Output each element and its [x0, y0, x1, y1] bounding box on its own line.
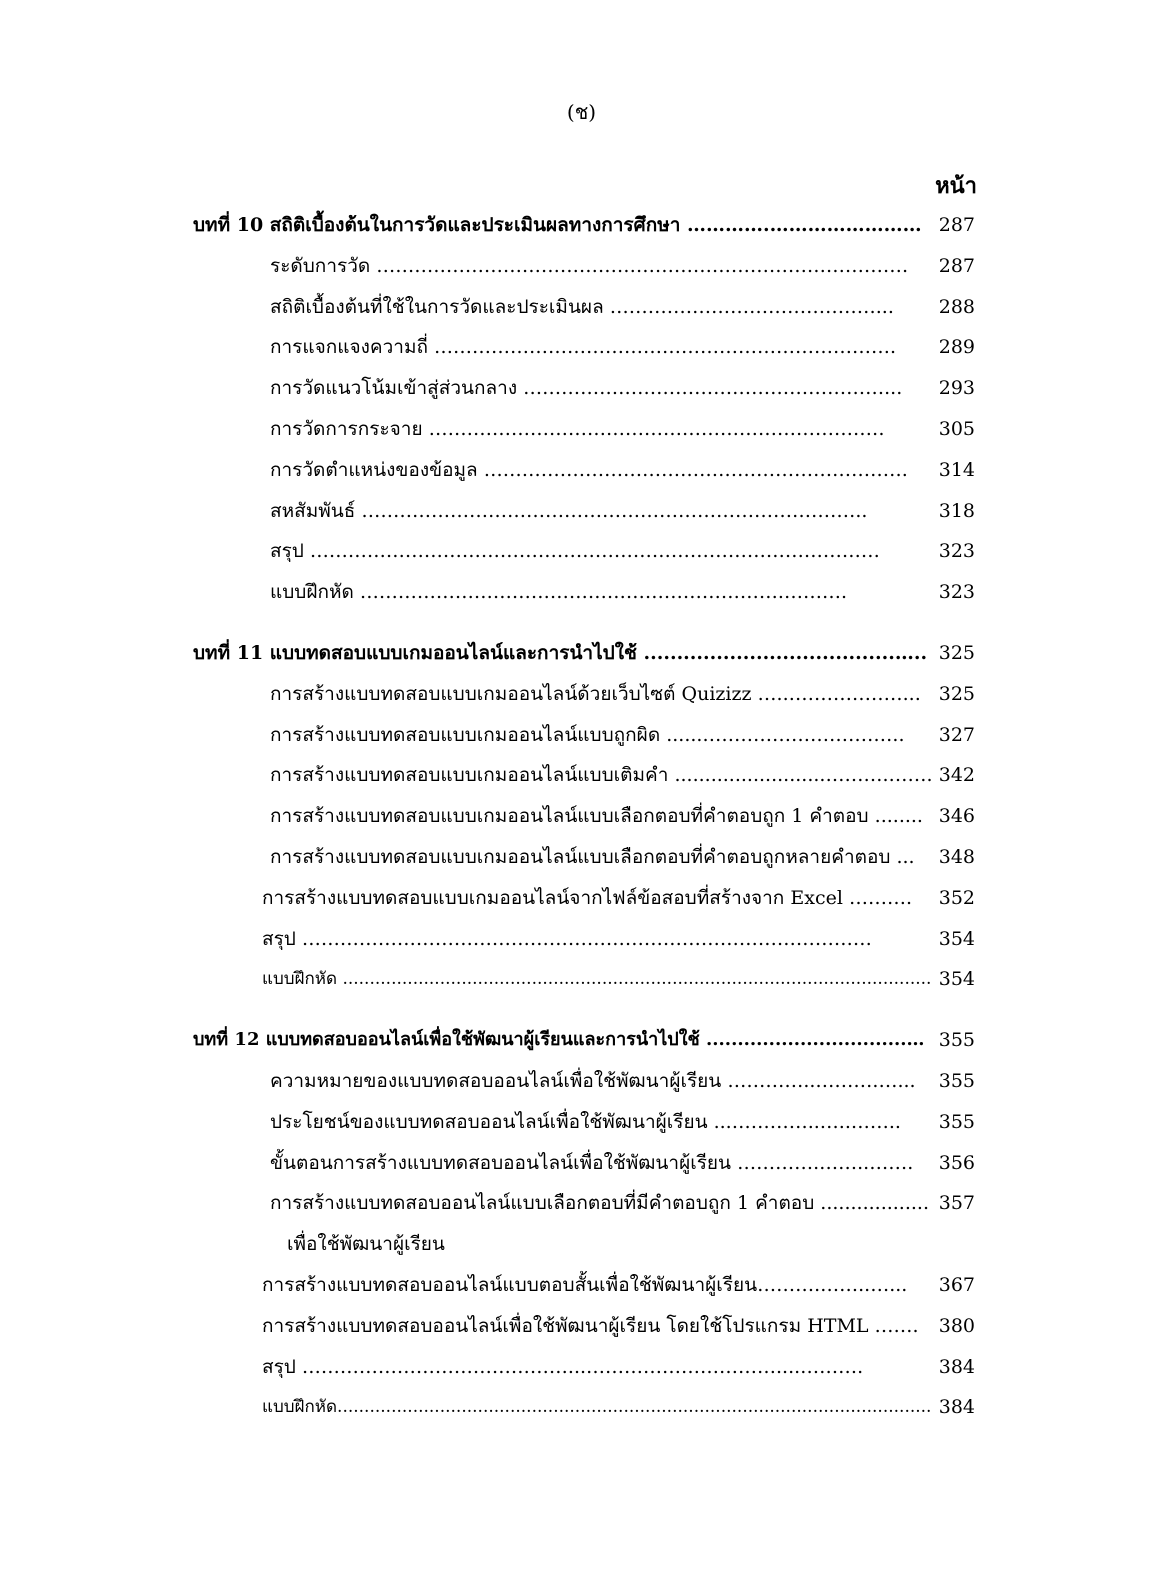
- toc-page-number: 288: [938, 295, 975, 318]
- toc-entry-title: การสร้างแบบทดสอบออนไลน์แบบตอบสั้นเพื่อใช้พัฒนาผู้เรียน……….……..…...: [262, 1273, 908, 1296]
- toc-entry-title: ประโยชน์ของแบบทดสอบออนไลน์เพื่อใช้พัฒนาผู้เรียน ...…………..…..……..: [270, 1110, 901, 1133]
- toc-page-number: 384: [938, 1355, 975, 1378]
- toc-entry: [0, 1102, 1163, 1143]
- toc-entry-title: การสร้างแบบทดสอบแบบเกมออนไลน์แบบถูกผิด ......…………………………..: [270, 723, 905, 746]
- toc-entry: [0, 959, 1163, 1000]
- toc-chapter-10: [0, 205, 1163, 246]
- toc-entry-title: การวัดตำแหน่งของข้อมูล ………………………………………………………….: [270, 458, 908, 481]
- toc-entry: [0, 796, 1163, 837]
- toc-entry-title: ความหมายของแบบทดสอบออนไลน์เพื่อใช้พัฒนาผู้เรียน …………..……….…...: [270, 1069, 916, 1092]
- toc-entry: [0, 837, 1163, 878]
- page-column-header: หน้า: [935, 173, 977, 199]
- toc-chapter-title: บทที่ 10 สถิติเบื้องต้นในการวัดและประเมินผลทางการศึกษา ………….……………………: [193, 214, 922, 236]
- toc-entry: [0, 878, 1163, 919]
- toc-page-number: 380: [938, 1314, 975, 1337]
- toc-entry: [0, 368, 1163, 409]
- toc-entry: [0, 531, 1163, 572]
- toc-entry-title: เพื่อใช้พัฒนาผู้เรียน: [287, 1233, 445, 1256]
- toc-entry: [0, 409, 1163, 450]
- toc-entry: [0, 1183, 1163, 1224]
- toc-page-number: 348: [938, 845, 975, 868]
- toc-page-number: 293: [938, 377, 975, 400]
- toc-entry-title: การสร้างแบบทดสอบออนไลน์เพื่อใช้พัฒนาผู้เรียน โดยใช้โปรแกรม HTML …….: [262, 1314, 919, 1337]
- toc-entry-title: การสร้างแบบทดสอบแบบเกมออนไลน์แบบเลือกตอบที่คำตอบถูก 1 คำตอบ ........: [270, 805, 923, 828]
- toc-entry-continuation: [0, 1224, 1163, 1265]
- toc-entry-title: สรุป ………………………………………………………………………………: [270, 540, 880, 563]
- toc-page-number: 314: [938, 458, 975, 481]
- toc-entry: [0, 1143, 1163, 1184]
- toc-entry: [0, 246, 1163, 287]
- toc-entry-title: สหสัมพันธ์ ……………………………………………………………………..: [270, 499, 868, 522]
- toc-entry: [0, 1347, 1163, 1388]
- toc-entry-title: การสร้างแบบทดสอบแบบเกมออนไลน์ด้วยเว็บไซต์ Quizizz …..………………...: [270, 682, 921, 705]
- toc-page-number: 325: [938, 641, 975, 664]
- toc-page-number: 287: [938, 254, 975, 277]
- toc-page-number: 305: [938, 417, 975, 440]
- toc-entry: [0, 327, 1163, 368]
- toc-entry-title: สถิติเบื้องต้นที่ใช้ในการวัดและประเมินผล ……………………………………...: [270, 295, 894, 318]
- toc-chapter-title: บทที่ 12 แบบทดสอบออนไลน์เพื่อใช้พัฒนาผู้เรียนและการนำไปใช้ ................................…: [193, 1029, 925, 1051]
- toc-entry-title: การสร้างแบบทดสอบออนไลน์แบบเลือกตอบที่มีคำตอบถูก 1 คำตอบ ..................: [270, 1192, 930, 1215]
- toc-chapter-11: [0, 633, 1163, 674]
- toc-entry-title: ขั้นตอนการสร้างแบบทดสอบออนไลน์เพื่อใช้พัฒนาผู้เรียน ………….……..…….: [270, 1151, 914, 1174]
- toc-entry-title: การสร้างแบบทดสอบแบบเกมออนไลน์แบบเติมคำ .........................……….…….: [270, 764, 933, 787]
- toc-page-number: 356: [938, 1151, 975, 1174]
- toc-entry-title: การแจกแจงความถี่ ……………………………………………………………….: [270, 336, 897, 359]
- toc-page-number: 318: [938, 499, 975, 522]
- toc-entry: [0, 287, 1163, 328]
- toc-entry: [0, 919, 1163, 960]
- toc-entry: [0, 1387, 1163, 1428]
- toc-page-number: 354: [938, 927, 975, 950]
- toc-entry-title: แบบฝึกหัด .............................................................................................................: [262, 969, 932, 990]
- toc-entry-title: สรุป ……………………………………...…………………………....……….: [262, 1355, 864, 1378]
- toc-entry-title: แบบฝึกหัด..............................................................................................................: [262, 1397, 932, 1418]
- toc-entry: [0, 1061, 1163, 1102]
- toc-entry: [0, 1306, 1163, 1347]
- toc-page-number: 346: [938, 805, 975, 828]
- toc-entry: [0, 674, 1163, 715]
- toc-page-number: 327: [938, 723, 975, 746]
- toc-entry: [0, 491, 1163, 532]
- table-of-contents: [0, 205, 1163, 1428]
- toc-entry-title: สรุป ………………………………………………………………………………: [262, 927, 872, 950]
- toc-page-number: 354: [938, 968, 975, 991]
- toc-entry-title: แบบฝึกหัด ………………………………………………………….……….: [270, 581, 847, 604]
- toc-page-number: 289: [938, 336, 975, 359]
- toc-entry: [0, 1265, 1163, 1306]
- toc-page-number: 384: [938, 1396, 975, 1419]
- toc-entry-title: การวัดแนวโน้มเข้าสู่ส่วนกลาง …………………………………………………...: [270, 377, 903, 400]
- toc-page-number: 323: [938, 540, 975, 563]
- toc-chapter-title: บทที่ 11 แบบทดสอบแบบเกมออนไลน์และการนำไปใช้ ......................................…..: [193, 641, 928, 664]
- page-label: (ช): [566, 100, 597, 124]
- toc-page-number: 355: [938, 1069, 975, 1092]
- toc-entry: [0, 715, 1163, 756]
- toc-page-number: 325: [938, 682, 975, 705]
- toc-page-number: 355: [938, 1029, 975, 1052]
- toc-page-number: 287: [938, 214, 975, 236]
- toc-entry-title: ระดับการวัด …………………………………………………………………………: [270, 254, 909, 277]
- toc-entry-title: การสร้างแบบทดสอบแบบเกมออนไลน์แบบเลือกตอบที่คำตอบถูกหลายคำตอบ ...: [270, 845, 915, 868]
- toc-page-number: 367: [938, 1273, 975, 1296]
- toc-page-number: 323: [938, 581, 975, 604]
- toc-page-number: 352: [938, 886, 975, 909]
- toc-entry-title: การสร้างแบบทดสอบแบบเกมออนไลน์จากไฟล์ข้อสอบที่สร้างจาก Excel ……….: [262, 886, 912, 909]
- toc-chapter-12: [0, 1020, 1163, 1061]
- toc-page-number: 357: [938, 1192, 975, 1215]
- toc-entry-title: การวัดการกระจาย ………………………………………………………………: [270, 417, 885, 440]
- toc-page-number: 355: [938, 1110, 975, 1133]
- toc-entry: [0, 572, 1163, 613]
- toc-entry: [0, 450, 1163, 491]
- toc-page-number: 342: [938, 764, 975, 787]
- toc-entry: [0, 755, 1163, 796]
